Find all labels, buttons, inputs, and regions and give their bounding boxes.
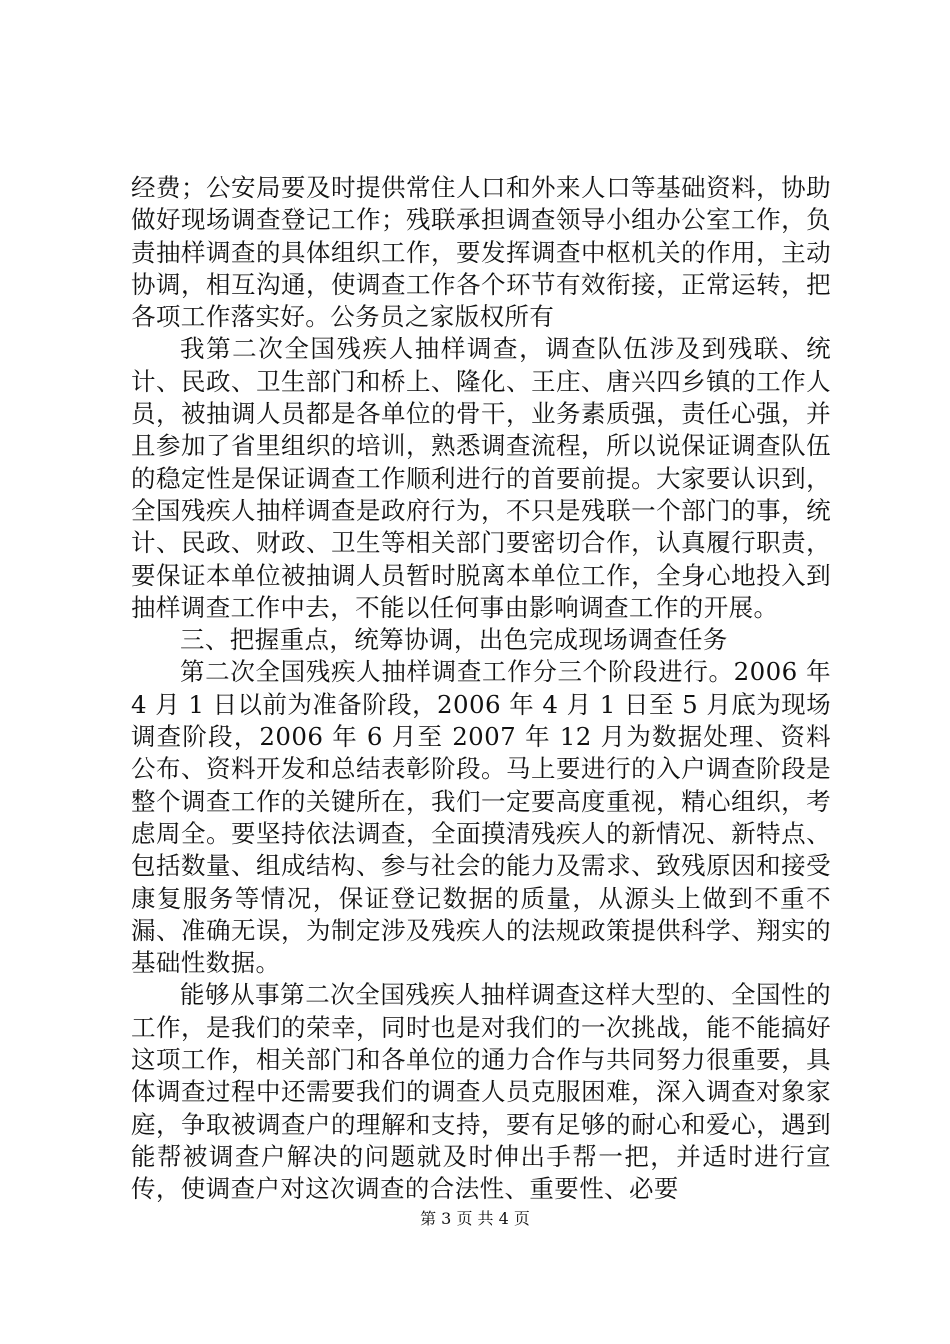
document-body (131, 172, 831, 1206)
page-number-footer: 第 3 页 共 4 页 (420, 1209, 530, 1228)
paragraph-survey-team: 我第二次全国残疾人抽样调查，调查队伍涉及到残联、统计、民政、卫生部门和桥上、隆化、王庄、唐兴四乡镇的工作人员，被抽调人员都是各单位的骨干，业务素质强，责任心强，并且参加了省里组织的培训，熟悉调查流程，所以说保证调查队伍的稳定性是保证调查工作顺利进行的首要前提。大家要认识到，全国残疾人抽样调查是政府行为，不只是残联一个部门的事，统计、民政、财政、卫生等相关部门要密切合作，认真履行职责，要保证本单位被抽调人员暂时脱离本单位工作，全身心地投入到抽样调查工作中去，不能以任何事由影响调查工作的开展。 (131, 334, 831, 622)
paragraph-funding-continued: 经费；公安局要及时提供常住人口和外来人口等基础资料，协助做好现场调查登记工作；残联承担调查领导小组办公室工作，负责抽样调查的具体组织工作，要发挥调查中枢机关的作用，主动协调，相互沟通，使调查工作各个环节有效衔接，正常运转，把各项工作落实好。公务员之家版权所有 (131, 173, 831, 332)
paragraph-cooperation: 能够从事第二次全国残疾人抽样调查这样大型的、全国性的工作，是我们的荣幸，同时也是对我们的一次挑战，能不能搞好这项工作，相关部门和各单位的通力合作与共同努力很重要，具体调查过程中还需要我们的调查人员克服困难，深入调查对象家庭，争取被调查户的理解和支持，要有足够的耐心和爱心，遇到能帮被调查户解决的问题就及时伸出手帮一把，并适时进行宣传，使调查户对这次调查的合法性、重要性、必要 (131, 980, 831, 1204)
paragraph-survey-stages: 第二次全国残疾人抽样调查工作分三个阶段进行。2006 年 4 月 1 日以前为准备阶段，2006 年 4 月 1 日至 5 月底为现场调查阶段，2006 年 6 月至 2007 年 12 月为数据处理、资料公布、资料开发和总结表彰阶段。马上要进行的入户调查阶段是整个调查工作的关键所在，我们一定要高度重视，精心组织，考虑周全。要坚持依法调查，全面摸清残疾人的新情况、新特点、包括数量、组成结构、参与社会的能力及需求、致残原因和接受康复服务等情况，保证登记数据的质量，从源头上做到不重不漏、准确无误，为制定涉及残疾人的法规政策提供科学、翔实的基础性数据。 (131, 657, 831, 978)
section-heading-three: 三、把握重点，统筹协调，出色完成现场调查任务 (180, 625, 728, 655)
